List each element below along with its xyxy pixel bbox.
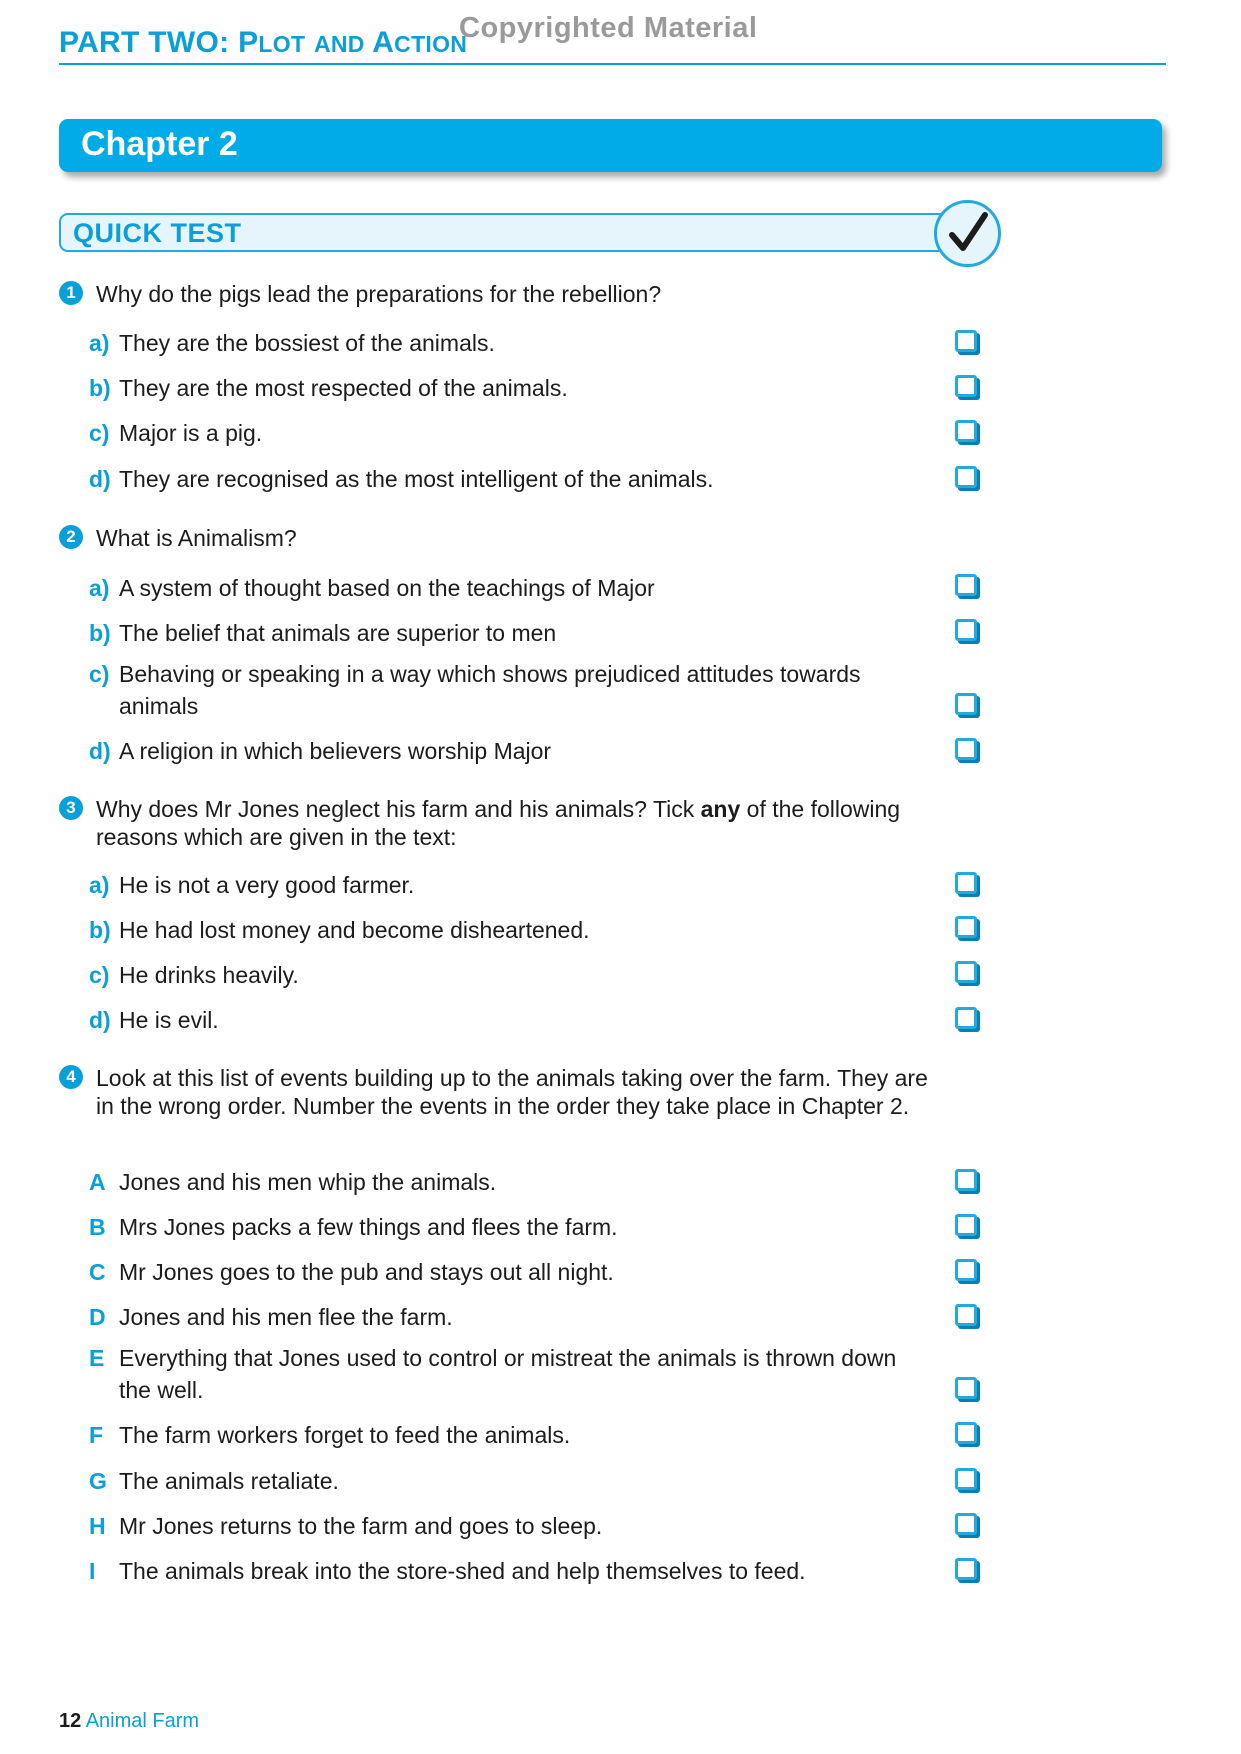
event-label: H	[89, 1513, 106, 1539]
option-text: Major is a pig.	[119, 420, 263, 446]
option-text: A system of thought based on the teachings of Major	[119, 575, 655, 601]
q4-event-d-box[interactable]	[955, 1304, 977, 1326]
option-label: a)	[89, 575, 110, 601]
q1-option-a	[89, 327, 949, 359]
question-3-text-start: Why does Mr Jones neglect his farm and his animals? Tick	[96, 796, 701, 822]
option-text: They are the most respected of the animals.	[119, 375, 568, 401]
q3-option-b-checkbox[interactable]	[955, 916, 977, 938]
q4-event-i-box[interactable]	[955, 1558, 977, 1580]
question-4-text: Look at this list of events building up to the animals taking over the farm. They are in the wrong order. Number the events in the order they take place in Chapter 2.	[96, 1065, 928, 1119]
option-label: c)	[89, 661, 110, 687]
q2-option-d-checkbox[interactable]	[955, 738, 977, 760]
q4-event-h	[89, 1510, 949, 1542]
q4-event-e-box[interactable]	[955, 1377, 977, 1399]
part-heading	[59, 26, 467, 60]
q4-event-f-box[interactable]	[955, 1422, 977, 1444]
and-word: AND	[313, 31, 365, 57]
event-label: I	[89, 1558, 96, 1584]
option-label: d)	[89, 738, 111, 764]
option-text: They are the bossiest of the animals.	[119, 330, 495, 356]
question-3-text-end: of the following reasons which are given in the text:	[96, 796, 901, 850]
q3-option-b	[89, 914, 949, 946]
event-label: G	[89, 1468, 107, 1494]
q3-option-a-checkbox[interactable]	[955, 872, 977, 894]
question-2-number: 2	[59, 525, 83, 549]
option-label: b)	[89, 375, 111, 401]
q4-event-c	[89, 1256, 949, 1288]
q1-option-d	[89, 463, 949, 495]
option-text: A religion in which believers worship Major	[119, 738, 552, 764]
check-mark-icon	[934, 200, 1001, 267]
copyright-watermark: Copyrighted Material	[459, 12, 758, 44]
option-text: He is not a very good farmer.	[119, 872, 415, 898]
event-text: The farm workers forget to feed the animals.	[119, 1422, 571, 1448]
event-text: Mrs Jones packs a few things and flees the farm.	[119, 1214, 618, 1240]
action-first-letter: A	[372, 26, 395, 59]
chapter-title: Chapter 2	[81, 125, 238, 163]
part-label: PART TWO:	[59, 26, 230, 59]
q4-event-g-box[interactable]	[955, 1468, 977, 1490]
q4-event-a-box[interactable]	[955, 1169, 977, 1191]
option-label: a)	[89, 872, 110, 898]
q4-event-a	[89, 1166, 949, 1198]
event-label: F	[89, 1422, 104, 1448]
q2-option-c-checkbox[interactable]	[955, 693, 977, 715]
q1-option-c-checkbox[interactable]	[955, 420, 977, 442]
option-text: They are recognised as the most intelligent of the animals.	[119, 466, 714, 492]
event-label: E	[89, 1345, 105, 1371]
q4-event-b	[89, 1211, 949, 1243]
q4-event-h-box[interactable]	[955, 1513, 977, 1535]
q3-option-d-checkbox[interactable]	[955, 1007, 977, 1029]
question-3-text-bold: any	[700, 796, 741, 822]
event-text: The animals break into the store-shed and help themselves to feed.	[119, 1558, 806, 1584]
q4-event-e	[89, 1342, 919, 1406]
question-1-number: 1	[59, 281, 83, 305]
q4-event-g	[89, 1465, 949, 1497]
q2-option-a-checkbox[interactable]	[955, 574, 977, 596]
q1-option-b	[89, 372, 949, 404]
chapter-banner	[59, 119, 1162, 172]
option-label: c)	[89, 962, 110, 988]
option-label: b)	[89, 620, 111, 646]
q1-option-d-checkbox[interactable]	[955, 466, 977, 488]
q1-option-c	[89, 417, 949, 449]
event-label: C	[89, 1259, 106, 1285]
q4-event-d	[89, 1301, 949, 1333]
event-text: The animals retaliate.	[119, 1468, 339, 1494]
event-text: Mr Jones returns to the farm and goes to sleep.	[119, 1513, 603, 1539]
q1-option-a-checkbox[interactable]	[955, 330, 977, 352]
q2-option-c	[89, 658, 919, 722]
event-label: A	[89, 1169, 106, 1195]
q3-option-c	[89, 959, 949, 991]
q1-option-b-checkbox[interactable]	[955, 375, 977, 397]
option-label: a)	[89, 330, 110, 356]
option-text: He is evil.	[119, 1007, 219, 1033]
header-divider	[59, 63, 1166, 65]
option-label: d)	[89, 466, 111, 492]
q3-option-a	[89, 869, 949, 901]
q3-option-c-checkbox[interactable]	[955, 961, 977, 983]
q2-option-d	[89, 735, 949, 767]
book-title: Animal Farm	[85, 1710, 200, 1732]
q4-event-b-box[interactable]	[955, 1214, 977, 1236]
quick-test-title: QUICK TEST	[73, 218, 242, 248]
page-number: 12	[59, 1710, 82, 1732]
q2-option-b-checkbox[interactable]	[955, 619, 977, 641]
option-text: The belief that animals are superior to men	[119, 620, 557, 646]
event-text: Jones and his men whip the animals.	[119, 1169, 497, 1195]
option-label: c)	[89, 420, 110, 446]
question-1-text: Why do the pigs lead the preparations for the rebellion?	[96, 281, 662, 307]
plot-first-letter: P	[238, 26, 259, 59]
option-text: Behaving or speaking in a way which shows prejudiced attitudes towards animals	[119, 661, 861, 719]
question-3-text	[96, 795, 956, 851]
page-footer	[59, 1710, 199, 1733]
option-text: He drinks heavily.	[119, 962, 299, 988]
option-label: d)	[89, 1007, 111, 1033]
option-text: He had lost money and become disheartened.	[119, 917, 590, 943]
quick-test-heading	[59, 213, 979, 252]
q3-option-d	[89, 1004, 949, 1036]
event-text: Jones and his men flee the farm.	[119, 1304, 453, 1330]
action-rest: CTION	[394, 31, 468, 57]
event-text: Mr Jones goes to the pub and stays out all night.	[119, 1259, 614, 1285]
q4-event-f	[89, 1419, 949, 1451]
q4-event-c-box[interactable]	[955, 1259, 977, 1281]
plot-rest: LOT	[258, 31, 306, 57]
question-2-text: What is Animalism?	[96, 525, 297, 551]
option-label: b)	[89, 917, 111, 943]
q2-option-b	[89, 617, 949, 649]
event-text: Everything that Jones used to control or mistreat the animals is thrown down the well.	[119, 1345, 897, 1403]
question-4-number: 4	[59, 1065, 83, 1089]
event-label: D	[89, 1304, 106, 1330]
q4-event-i	[89, 1555, 949, 1587]
question-3-number: 3	[59, 796, 83, 820]
event-label: B	[89, 1214, 106, 1240]
q2-option-a	[89, 572, 949, 604]
